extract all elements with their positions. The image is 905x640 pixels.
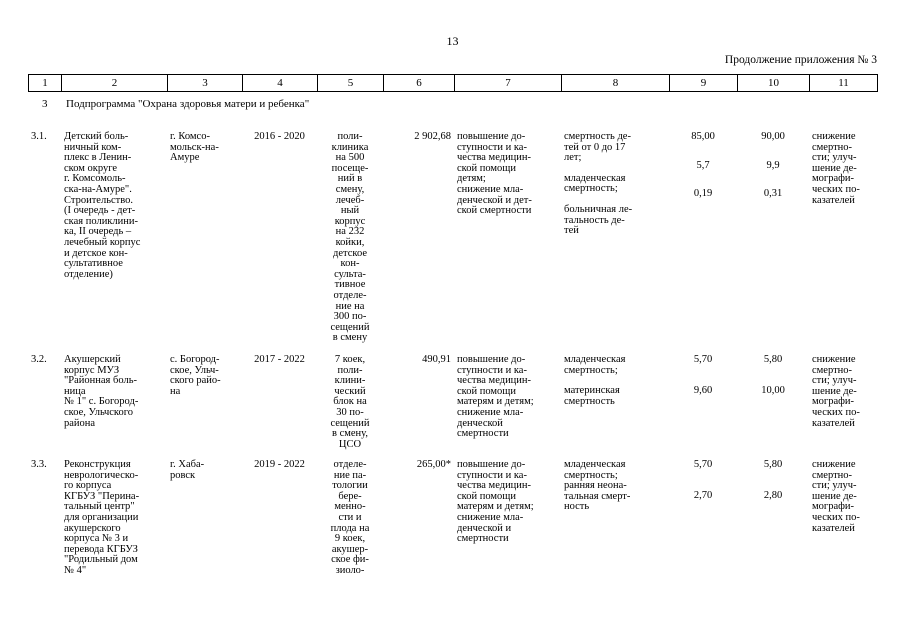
column-number-5: 5 xyxy=(318,75,384,92)
row-number: 3.3. xyxy=(31,459,47,470)
object-name: Реконструкция неврологическо- го корпуса КГБУЗ "Перина- тальный центр" для организации акушерского корпуса № 3 и перевода КГБУЗ "Родильный дом № 4" xyxy=(64,459,140,576)
object-goal: повышение до- ступности и ка- чества медицин- ской помощи матерям и детям; снижение мла- денческой смертности xyxy=(457,354,534,440)
column-number-4: 4 xyxy=(243,75,318,92)
object-location: г. Комсо- мольск-на- Амуре xyxy=(170,131,219,164)
column-number-1: 1 xyxy=(29,75,62,92)
column-number-6: 6 xyxy=(384,75,455,92)
implementation-period: 2017 - 2022 xyxy=(254,354,305,365)
expected-result: снижение смертно- сти; улуч- шение де- мографи- ческих по- казателей xyxy=(812,131,860,206)
object-cost: 2 902,68 xyxy=(414,131,451,142)
indicator-value-col9: 0,19 xyxy=(693,188,713,200)
column-number-8: 8 xyxy=(562,75,670,92)
indicator-value-col10: 5,80 xyxy=(763,354,783,365)
column-number-11: 11 xyxy=(810,75,878,92)
object-location: с. Богород- ское, Ульч- ского райо- на xyxy=(170,354,221,397)
object-cost: 490,91 xyxy=(422,354,451,365)
expected-result: снижение смертно- сти; улуч- шение де- мографи- ческих по- казателей xyxy=(812,354,860,429)
indicator-name: смертность де- тей от 0 до 17 лет; xyxy=(564,131,631,164)
indicator-value-col9: 85,00 xyxy=(691,131,715,142)
indicator-name: материнская смертность xyxy=(564,385,620,407)
continuation-title: Продолжение приложения № 3 xyxy=(724,54,877,66)
table-row xyxy=(28,132,877,344)
indicator-value-col9: 2,70 xyxy=(693,489,713,501)
indicator-name: младенческая смертность; ранняя неона- тальная смерт- ность xyxy=(564,459,631,513)
table-row xyxy=(28,355,877,450)
object-capacity: поли- клиника на 500 посеще- ний в смену, лечеб- ный корпус на 232 койки, детское кон- сульта- тивное отделе- ние на 300 по- сещений в смену xyxy=(330,131,370,344)
indicator-value-col9: 9,60 xyxy=(693,384,713,396)
indicator-value-col10: 2,80 xyxy=(763,489,783,501)
column-number-2: 2 xyxy=(62,75,168,92)
indicator-value-col9: 5,7 xyxy=(696,159,710,171)
indicator-name: младенческая смертность; xyxy=(564,354,626,376)
indicator-value-col10: 5,80 xyxy=(763,459,783,470)
indicator-value-col10: 10,00 xyxy=(761,384,785,396)
page-number: 13 xyxy=(446,34,459,48)
object-name: Детский боль- ничный ком- плекс в Ленин- ском округе г. Комсомоль- ска-на-Амуре". Строительство. (I очередь - дет- ская поликлини- ка, II очередь – лечебный корпус и детское кон- сультативное отделение) xyxy=(64,131,141,280)
indicator-value-col9: 5,70 xyxy=(693,354,713,365)
column-number-7: 7 xyxy=(455,75,562,92)
indicator-value-col9: 5,70 xyxy=(693,459,713,470)
indicator-value-col10: 90,00 xyxy=(761,131,785,142)
implementation-period: 2016 - 2020 xyxy=(254,131,305,142)
indicator-name: младенческая смертность; xyxy=(564,172,626,195)
object-capacity: 7 коек, поли- клини- ческий блок на 30 по- сещений в смену, ЦСО xyxy=(330,354,370,450)
indicator-value-col10: 9,9 xyxy=(766,159,780,171)
object-cost: 265,00* xyxy=(416,459,451,470)
subprogram-number: 3 xyxy=(42,98,48,110)
row-number: 3.2. xyxy=(31,354,47,365)
table-row xyxy=(28,460,877,577)
indicator-name: больничная ле- тальность де- тей xyxy=(564,203,633,237)
indicator-value-col10: 0,31 xyxy=(763,188,783,200)
subprogram-title: Подпрограмма "Охрана здоровья матери и ребенка" xyxy=(66,98,310,110)
column-number-9: 9 xyxy=(670,75,738,92)
object-goal: повышение до- ступности и ка- чества медицин- ской помощи матерям и детям; снижение мла- денческой и смертности xyxy=(457,459,534,545)
implementation-period: 2019 - 2022 xyxy=(254,459,305,470)
object-location: г. Хаба- ровск xyxy=(170,459,205,481)
object-capacity: отделе- ние па- тологии бере- менно- сти и плода на 9 коек, акушер- ское фи- зиоло- xyxy=(330,459,370,576)
object-goal: повышение до- ступности и ка- чества медицин- ской помощи детям; снижение мла- денческой и дет- ской смертности xyxy=(457,131,532,217)
expected-result: снижение смертно- сти; улуч- шение де- мографи- ческих по- казателей xyxy=(812,459,860,534)
object-name: Акушерский корпус МУЗ "Районная боль- ница № 1" с. Богород- ское, Ульчского района xyxy=(64,354,139,429)
column-number-10: 10 xyxy=(738,75,810,92)
row-number: 3.1. xyxy=(31,131,47,142)
column-number-3: 3 xyxy=(168,75,243,92)
column-number-header xyxy=(28,74,878,92)
